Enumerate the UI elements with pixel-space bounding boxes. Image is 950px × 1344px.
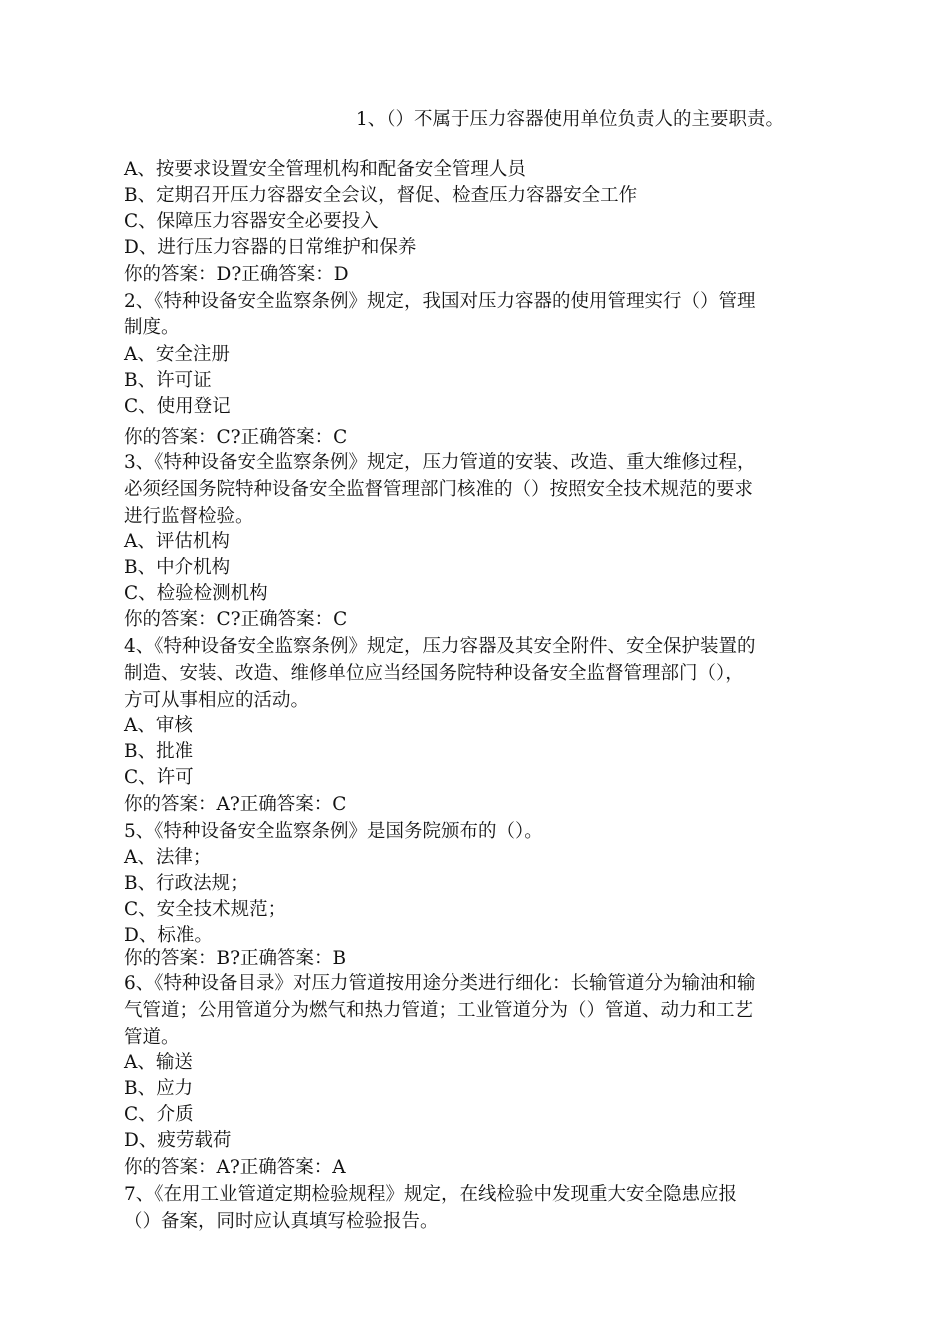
question-6-text: 气管道；公用管道分为燃气和热力管道；工业管道分为（）管道、动力和工艺 <box>124 1000 754 1021</box>
option-6d: D、疲劳载荷 <box>124 1130 232 1151</box>
answer-2: 你的答案：C?正确答案：C <box>124 427 348 448</box>
option-5c: C、安全技术规范； <box>124 899 287 920</box>
answer-6: 你的答案：A?正确答案：A <box>124 1157 346 1178</box>
question-4-text: 制造、安装、改造、维修单位应当经国务院特种设备安全监督管理部门（）， <box>124 663 744 684</box>
option-1d: D、进行压力容器的日常维护和保养 <box>124 237 417 258</box>
option-2a: A、安全注册 <box>124 344 230 365</box>
question-4-text: 方可从事相应的活动。 <box>124 690 310 711</box>
answer-5: 你的答案：B?正确答案：B <box>124 948 347 969</box>
question-6-text: 6、《特种设备目录》对压力管道按用途分类进行细化：长输管道分为输油和输 <box>124 973 756 994</box>
option-1a: A、按要求设置安全管理机构和配备安全管理人员 <box>124 159 526 180</box>
option-3c: C、检验检测机构 <box>124 583 268 604</box>
option-6b: B、应力 <box>124 1078 194 1099</box>
answer-4: 你的答案：A?正确答案：C <box>124 794 347 815</box>
question-3-text: 必须经国务院特种设备安全监督管理部门核准的（）按照安全技术规范的要求 <box>124 479 754 500</box>
question-2-text: 2、《特种设备安全监察条例》规定，我国对压力容器的使用管理实行（）管理 <box>124 291 756 312</box>
option-4a: A、审核 <box>124 715 193 736</box>
question-1-text: 1、（）不属于压力容器使用单位负责人的主要职责。 <box>356 109 785 130</box>
question-2-text: 制度。 <box>124 317 180 338</box>
question-3-text: 3、《特种设备安全监察条例》规定，压力管道的安装、改造、重大维修过程， <box>124 452 756 473</box>
question-7-text: 7、《在用工业管道定期检验规程》规定，在线检验中发现重大安全隐患应报 <box>124 1184 738 1205</box>
option-5d: D、标准。 <box>124 925 213 946</box>
option-3a: A、评估机构 <box>124 531 230 552</box>
question-4-text: 4、《特种设备安全监察条例》规定，压力容器及其安全附件、安全保护装置的 <box>124 636 756 657</box>
question-7-text: （）备案，同时应认真填写检验报告。 <box>124 1211 439 1232</box>
option-1b: B、定期召开压力容器安全会议，督促、检查压力容器安全工作 <box>124 185 638 206</box>
option-5a: A、法律； <box>124 847 212 868</box>
option-1c: C、保障压力容器安全必要投入 <box>124 211 379 232</box>
option-5b: B、行政法规； <box>124 873 249 894</box>
option-6a: A、输送 <box>124 1052 193 1073</box>
option-4c: C、许可 <box>124 767 194 788</box>
answer-3: 你的答案：C?正确答案：C <box>124 609 348 630</box>
option-6c: C、介质 <box>124 1104 194 1125</box>
question-6-text: 管道。 <box>124 1027 180 1048</box>
option-3b: B、中介机构 <box>124 557 231 578</box>
option-4b: B、批准 <box>124 741 194 762</box>
answer-1: 你的答案：D?正确答案：D <box>124 264 349 285</box>
option-2c: C、使用登记 <box>124 396 231 417</box>
question-5-text: 5、《特种设备安全监察条例》是国务院颁布的（）。 <box>124 821 543 842</box>
question-3-text: 进行监督检验。 <box>124 506 254 527</box>
option-2b: B、许可证 <box>124 370 212 391</box>
